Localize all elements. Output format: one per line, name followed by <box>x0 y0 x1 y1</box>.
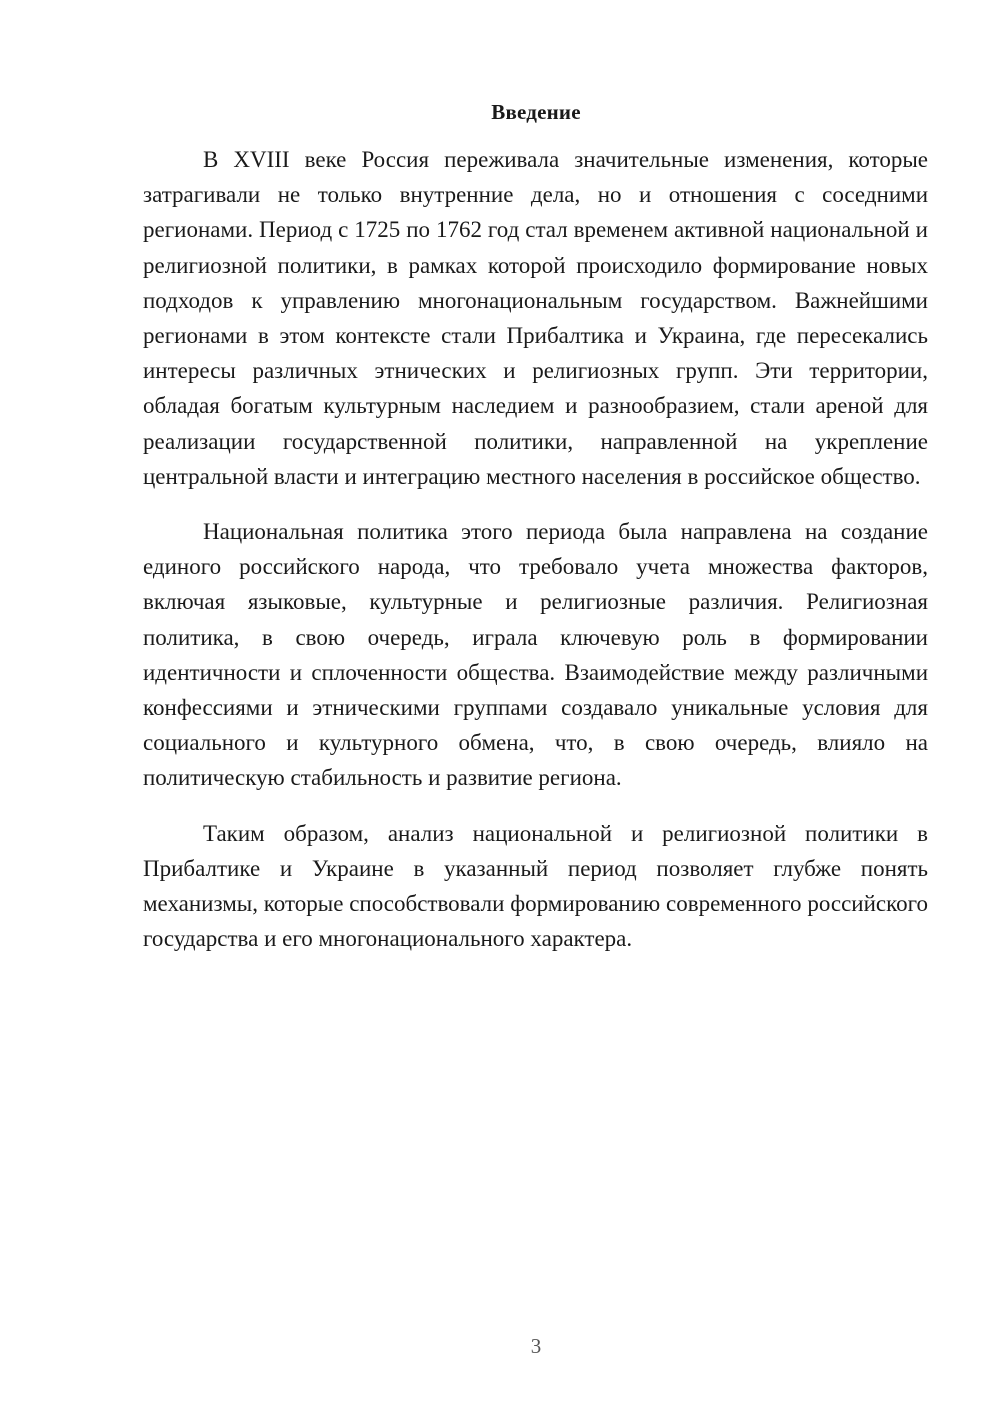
body-text <box>143 142 928 956</box>
paragraph-3: Таким образом, анализ национальной и религиозной политики в Прибалтике и Украине в указанный период позволяет глубже понять механизмы, которые способствовали формированию современного российского государства и его многонационального характера. <box>143 820 928 952</box>
paragraph-1: В XVIII веке Россия переживала значительные изменения, которые затрагивали не только внутренние дела, но и отношения с соседними регионами. Период с 1725 по 1762 год стал временем активной национальной и религиозной политики, в рамках которой происходило формирование новых подходов к управлению многонациональным государством. Важнейшими регионами в этом контексте стали Прибалтика и Украина, где пересекались интересы различных этнических и религиозных групп. Эти территории, обладая богатым культурным наследием и разнообразием, стали ареной для реализации государственной политики, направленной на укрепление центральной власти и интеграцию местного населения в российское общество. <box>143 147 928 489</box>
paragraph-2: Национальная политика этого периода была направлена на создание единого российского народа, что требовало учета множества факторов, включая языковые, культурные и религиозные различия. Религиозная политика, в свою очередь, играла ключевую роль в формировании идентичности и сплоченности общества. Взаимодействие между различными конфессиями и этническими группами создавало уникальные условия для социального и культурного обмена, что, в свою очередь, влияло на политическую стабильность и развитие региона. <box>143 519 928 791</box>
page-number: 3 <box>530 1334 542 1358</box>
section-heading: Введение <box>491 100 581 124</box>
